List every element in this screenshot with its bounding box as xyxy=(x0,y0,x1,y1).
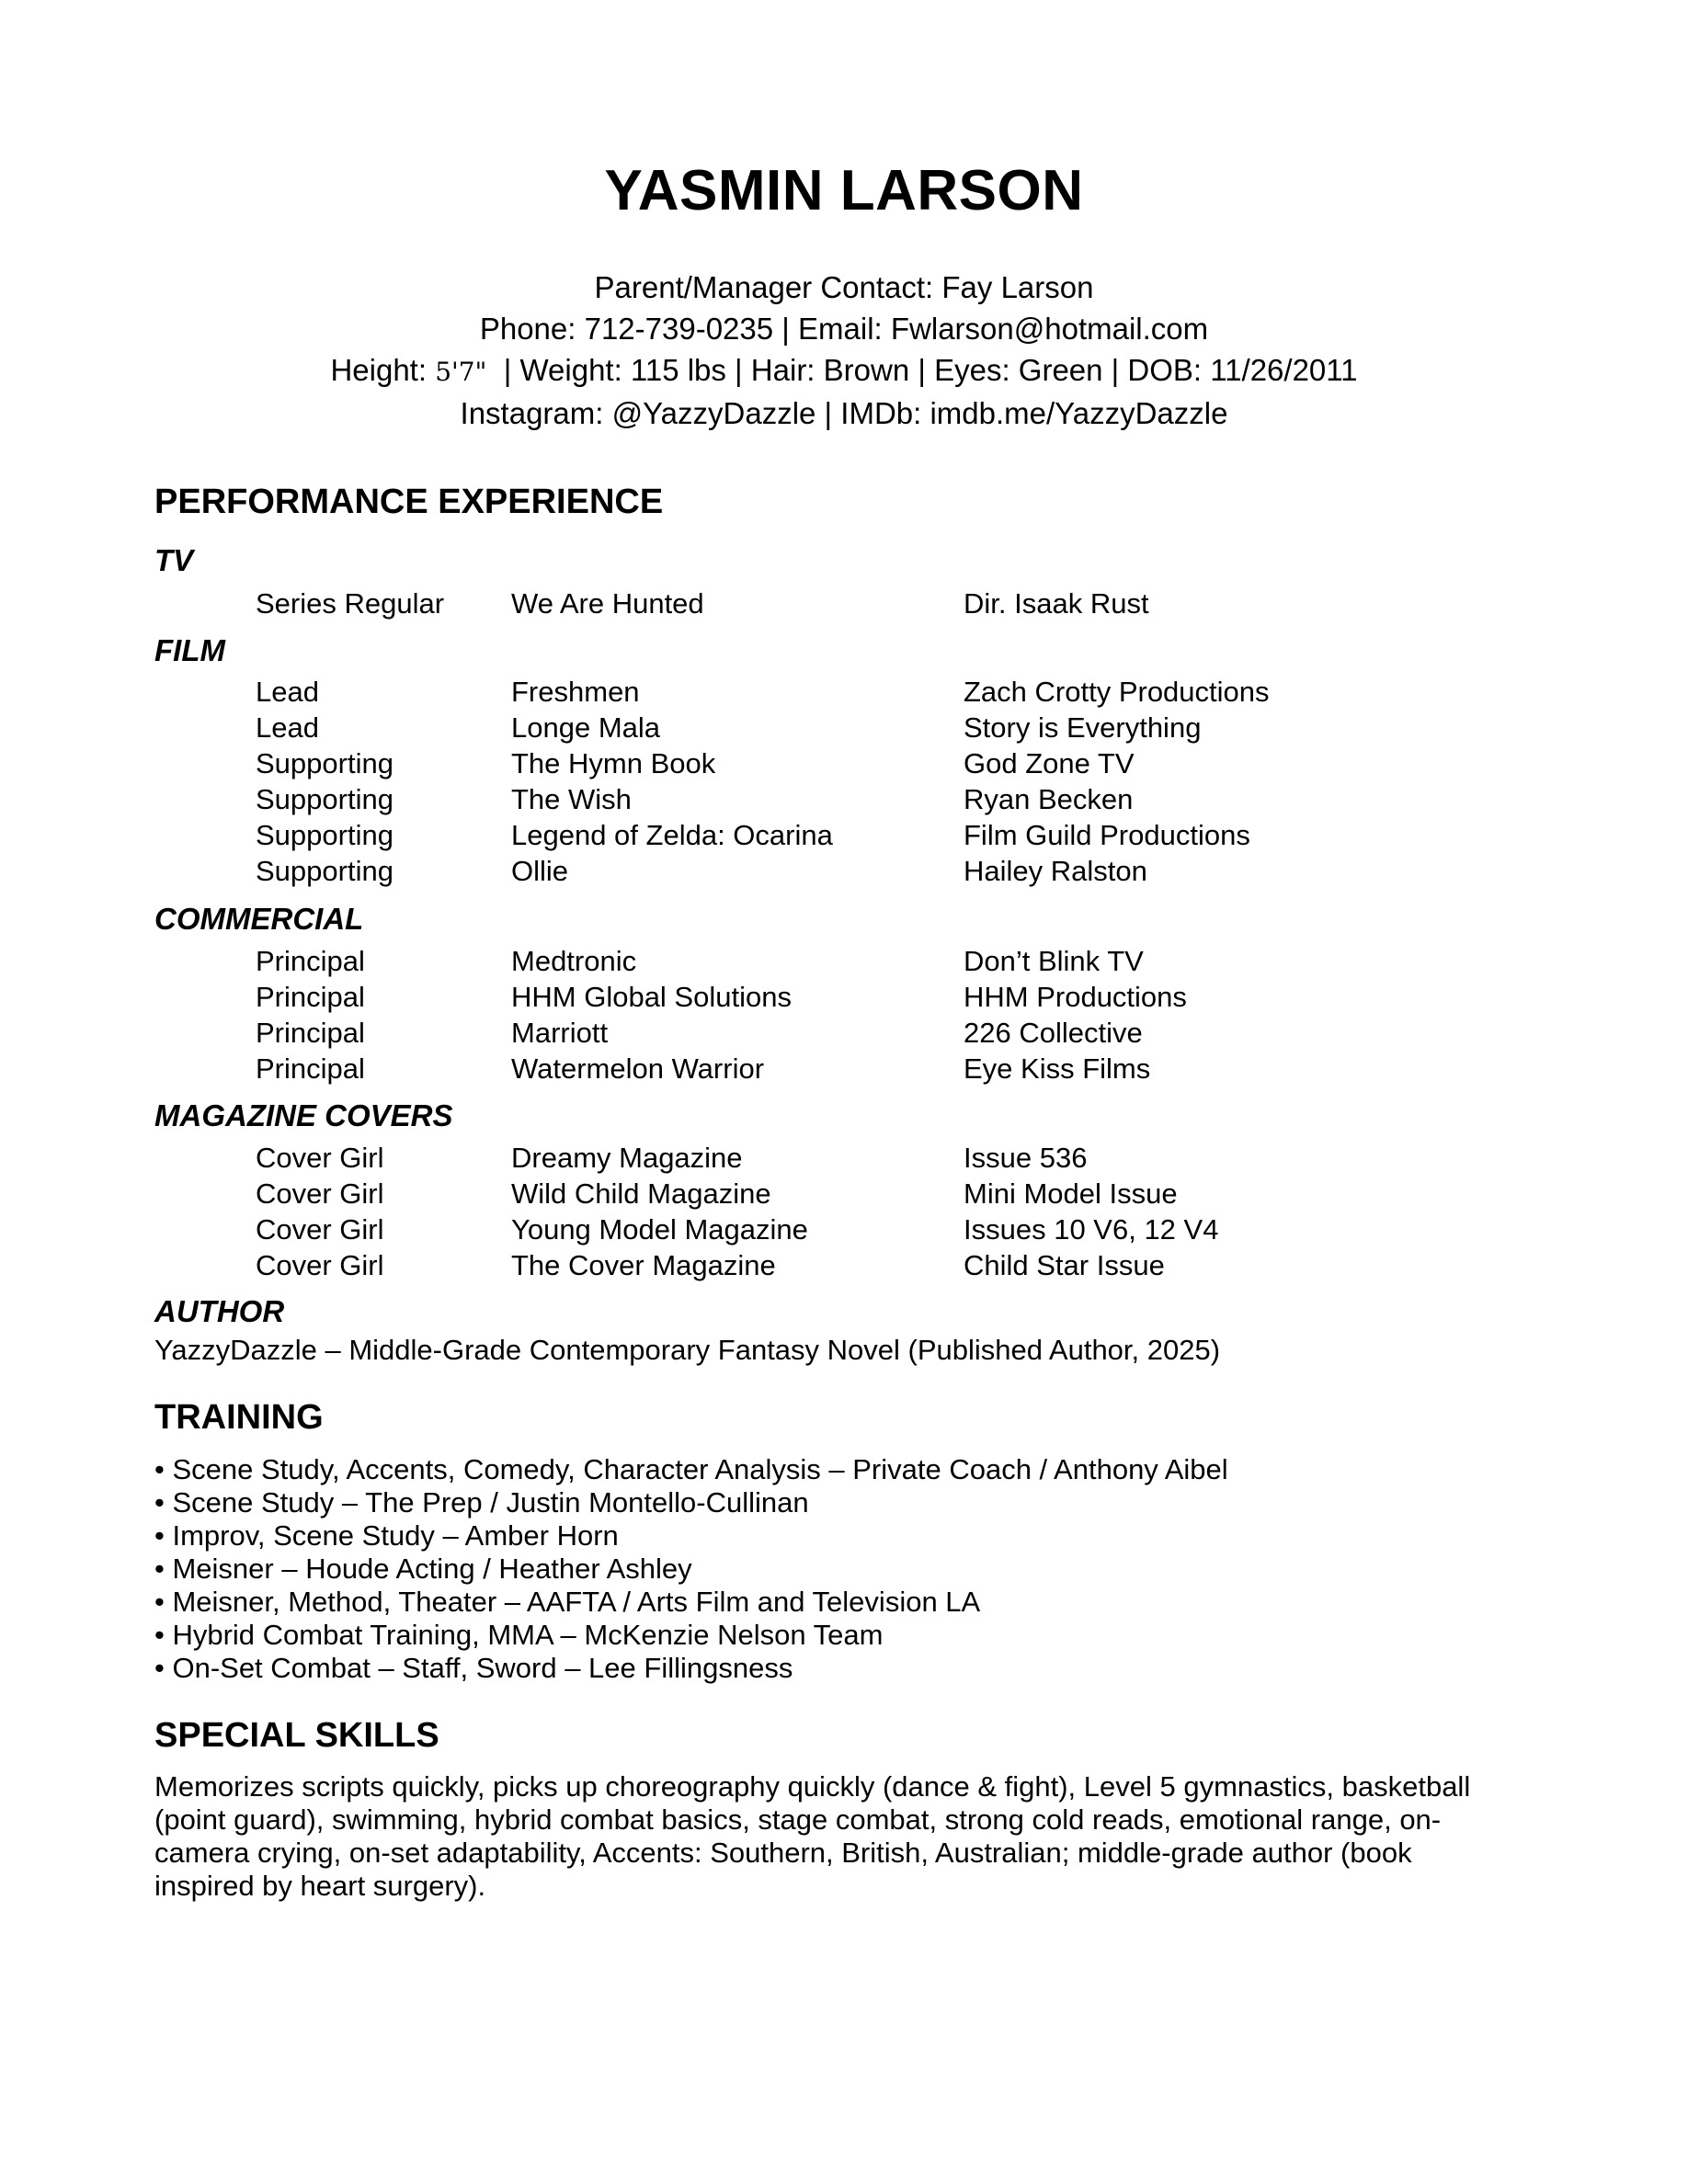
credit-role: Supporting xyxy=(256,819,393,851)
special-skills-heading: SPECIAL SKILLS xyxy=(154,1716,439,1755)
physical-stats xyxy=(0,349,1688,392)
phone-email: Phone: 712-739-0235 | Email: Fwlarson@hotmail.com xyxy=(479,312,1209,346)
list-item: • Meisner, Method, Theater – AAFTA / Arts Film and Television LA xyxy=(154,1586,981,1618)
performance-heading: PERFORMANCE EXPERIENCE xyxy=(154,483,664,521)
credit-role: Principal xyxy=(256,945,365,977)
credit-title: Medtronic xyxy=(511,945,637,977)
credit-production: HHM Productions xyxy=(964,981,1187,1013)
credit-role: Lead xyxy=(256,676,319,708)
credit-title: Wild Child Magazine xyxy=(511,1177,771,1210)
table-row xyxy=(0,1247,1688,1283)
tv-heading: TV xyxy=(154,543,194,577)
credit-role: Principal xyxy=(256,1017,365,1049)
manager-contact: Parent/Manager Contact: Fay Larson xyxy=(594,270,1094,304)
table-row xyxy=(0,943,1688,979)
table-row xyxy=(0,781,1688,817)
credit-role: Principal xyxy=(256,1052,365,1085)
film-credits xyxy=(0,674,1688,889)
credit-title: HHM Global Solutions xyxy=(511,981,792,1013)
credit-title: Ollie xyxy=(511,855,569,887)
list-item: • Improv, Scene Study – Amber Horn xyxy=(154,1519,619,1552)
credit-role: Cover Girl xyxy=(256,1213,384,1246)
credit-production: Dir. Isaak Rust xyxy=(964,587,1149,620)
author-credit: YazzyDazzle – Middle-Grade Contemporary Fantasy Novel (Published Author, 2025) xyxy=(154,1334,1221,1366)
table-row xyxy=(0,1015,1688,1051)
credit-production: Issues 10 V6, 12 V4 xyxy=(964,1213,1219,1246)
film-heading: FILM xyxy=(154,633,225,667)
credit-production: Eye Kiss Films xyxy=(964,1052,1151,1085)
tv-credits xyxy=(0,586,1688,621)
credit-production: Hailey Ralston xyxy=(964,855,1147,887)
credit-title: The Wish xyxy=(511,783,632,815)
height-value: 5'7" xyxy=(435,357,487,387)
stats-rest: | Weight: 115 lbs | Hair: Brown | Eyes: Green | DOB: 11/26/2011 xyxy=(486,353,1358,387)
credit-role: Supporting xyxy=(256,747,393,779)
author-heading: AUTHOR xyxy=(154,1294,285,1328)
list-item: • On-Set Combat – Staff, Sword – Lee Fillingsness xyxy=(154,1652,793,1684)
table-row xyxy=(0,1176,1688,1211)
table-row xyxy=(0,1140,1688,1176)
credit-production: God Zone TV xyxy=(964,747,1135,779)
credit-role: Cover Girl xyxy=(256,1177,384,1210)
credit-production: Issue 536 xyxy=(964,1142,1088,1174)
credit-role: Cover Girl xyxy=(256,1142,384,1174)
credit-title: Legend of Zelda: Ocarina xyxy=(511,819,833,851)
credit-title: We Are Hunted xyxy=(511,587,704,620)
table-row xyxy=(0,853,1688,889)
table-row xyxy=(0,586,1688,621)
page-title: YASMIN LARSON xyxy=(604,159,1084,222)
table-row xyxy=(0,1051,1688,1086)
credit-role: Supporting xyxy=(256,855,393,887)
list-item: • Hybrid Combat Training, MMA – McKenzie Nelson Team xyxy=(154,1619,884,1651)
credit-title: The Hymn Book xyxy=(511,747,716,779)
table-row xyxy=(0,817,1688,853)
credit-role: Cover Girl xyxy=(256,1249,384,1281)
credit-title: The Cover Magazine xyxy=(511,1249,776,1281)
credit-role: Principal xyxy=(256,981,365,1013)
commercial-heading: COMMERCIAL xyxy=(154,902,364,936)
credit-title: Marriott xyxy=(511,1017,609,1049)
credit-role: Supporting xyxy=(256,783,393,815)
credit-title: Longe Mala xyxy=(511,711,661,744)
training-list xyxy=(154,1453,1228,1685)
credit-title: Freshmen xyxy=(511,676,640,708)
list-item: • Meisner – Houde Acting / Heather Ashley xyxy=(154,1553,692,1585)
credit-production: Film Guild Productions xyxy=(964,819,1250,851)
credit-production: Zach Crotty Productions xyxy=(964,676,1270,708)
credit-production: 226 Collective xyxy=(964,1017,1143,1049)
table-row xyxy=(0,1211,1688,1247)
height-label: Height: xyxy=(330,353,436,387)
credit-production: Don’t Blink TV xyxy=(964,945,1144,977)
magazine-covers-heading: MAGAZINE COVERS xyxy=(154,1098,453,1132)
commercial-credits xyxy=(0,943,1688,1086)
table-row xyxy=(0,710,1688,745)
table-row xyxy=(0,674,1688,710)
list-item: • Scene Study – The Prep / Justin Montello-Cullinan xyxy=(154,1486,809,1519)
credit-role: Series Regular xyxy=(256,587,445,620)
credit-role: Lead xyxy=(256,711,319,744)
credit-production: Story is Everything xyxy=(964,711,1202,744)
table-row xyxy=(0,979,1688,1015)
table-row xyxy=(0,745,1688,781)
training-heading: TRAINING xyxy=(154,1398,324,1437)
credit-production: Mini Model Issue xyxy=(964,1177,1178,1210)
credit-title: Watermelon Warrior xyxy=(511,1052,765,1085)
list-item: • Scene Study, Accents, Comedy, Character Analysis – Private Coach / Anthony Aibel xyxy=(154,1453,1228,1485)
credit-production: Child Star Issue xyxy=(964,1249,1165,1281)
credit-title: Young Model Magazine xyxy=(511,1213,808,1246)
credit-production: Ryan Becken xyxy=(964,783,1134,815)
credit-title: Dreamy Magazine xyxy=(511,1142,743,1174)
social-links: Instagram: @YazzyDazzle | IMDb: imdb.me/YazzyDazzle xyxy=(460,396,1228,430)
contact-block xyxy=(0,267,1688,434)
magazine-credits xyxy=(0,1140,1688,1283)
special-skills-text: Memorizes scripts quickly, picks up choreography quickly (dance & fight), Level 5 gymnastics, basketball (point guard), swimming, hybrid combat basics, stage combat, strong cold reads, emotional range, on-camera crying, on-set adaptability, Accents: Southern, British, Australian; middle-grade author (book inspired by heart surgery). xyxy=(154,1770,1471,1902)
